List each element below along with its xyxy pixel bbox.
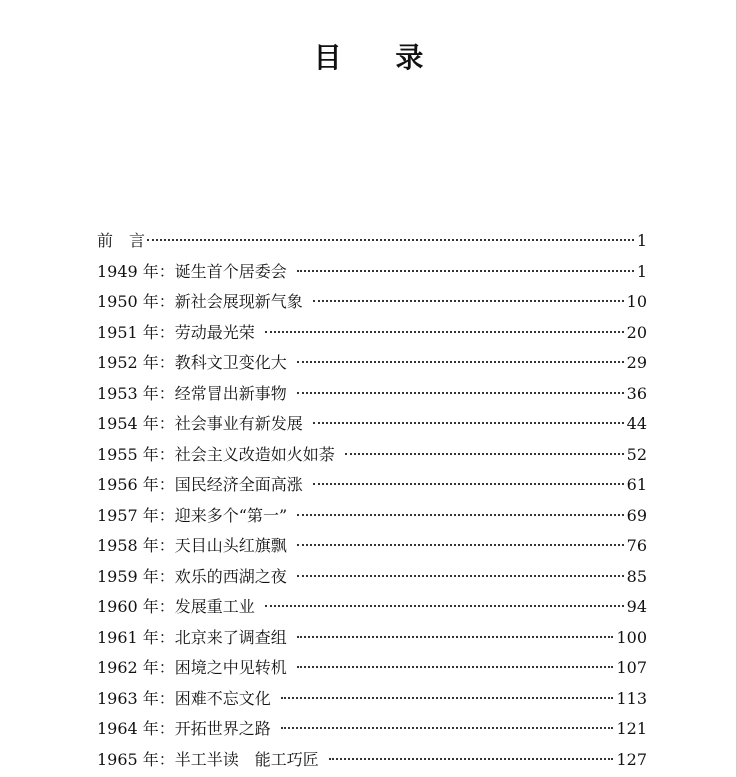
toc-entry[interactable] <box>97 287 647 318</box>
toc-entry-label: 1961 年：北京来了调查组 <box>97 627 287 647</box>
dot-leader <box>297 514 623 516</box>
toc-entry-label: 1962 年：困境之中见转机 <box>97 658 287 677</box>
toc-entry-page: 1 <box>636 231 647 250</box>
toc-entry-page: 29 <box>626 353 647 372</box>
toc-entry[interactable] <box>97 745 647 776</box>
dot-leader <box>313 483 624 485</box>
toc-entry-label: 1958 年：天目山头红旗飘 <box>97 536 287 555</box>
toc-entry-page: 52 <box>626 444 647 464</box>
dot-leader <box>297 544 624 546</box>
toc-entry-page: 94 <box>626 597 647 616</box>
toc-entry-label: 1956 年：国民经济全面高涨 <box>97 475 303 494</box>
toc-entry-page: 69 <box>626 505 647 525</box>
toc-entry-label: 1963 年：困难不忘文化 <box>97 688 271 708</box>
toc-entry-label: 1965 年：半工半读 能工巧匠 <box>97 749 319 769</box>
toc-entry-page: 100 <box>616 627 647 647</box>
toc-entry-label: 1959 年：欢乐的西湖之夜 <box>97 566 287 586</box>
toc-entry[interactable] <box>97 653 647 684</box>
toc-entry-page: 36 <box>626 383 647 403</box>
toc-entry-page: 61 <box>626 475 647 494</box>
toc-entry-page: 44 <box>626 414 647 433</box>
dot-leader <box>313 300 624 302</box>
toc-entry-label: 1960 年：发展重工业 <box>97 597 255 616</box>
toc-entry-label: 1954 年：社会事业有新发展 <box>97 414 303 433</box>
toc-entry[interactable] <box>97 440 647 471</box>
dot-leader <box>297 636 614 638</box>
toc-entry-label: 1952 年：教科文卫变化大 <box>97 353 287 372</box>
toc-entry[interactable] <box>97 592 647 623</box>
dot-leader <box>297 575 624 577</box>
toc-entry[interactable] <box>97 409 647 440</box>
toc-entry-page: 107 <box>616 658 647 677</box>
toc-entry-label: 1964 年：开拓世界之路 <box>97 719 271 738</box>
toc-entry[interactable] <box>97 470 647 501</box>
dot-leader <box>329 758 614 760</box>
toc-entry-label: 1953 年：经常冒出新事物 <box>97 383 287 403</box>
toc-entry-page: 85 <box>626 566 647 586</box>
toc-entry[interactable] <box>97 562 647 593</box>
dot-leader <box>297 666 614 668</box>
toc-entry[interactable] <box>97 379 647 410</box>
toc-entry-label: 1949 年：诞生首个居委会 <box>97 261 287 281</box>
dot-leader <box>297 270 634 272</box>
toc-entry[interactable] <box>97 318 647 349</box>
toc-entry[interactable] <box>97 226 647 257</box>
dot-leader <box>297 361 624 363</box>
toc-entry-label: 前言 <box>97 231 162 250</box>
dot-leader <box>345 453 624 455</box>
toc-entry-label: 1951 年：劳动最光荣 <box>97 322 255 342</box>
toc-entry[interactable] <box>97 501 647 532</box>
toc-entry[interactable] <box>97 348 647 379</box>
toc-entry-label: 1955 年：社会主义改造如火如荼 <box>97 444 335 464</box>
toc-entry-page: 1 <box>636 261 647 281</box>
toc-entry[interactable] <box>97 257 647 288</box>
toc-entry-label: 1957 年：迎来多个“第一” <box>97 505 288 525</box>
toc-entry-label: 1950 年：新社会展现新气象 <box>97 292 303 311</box>
dot-leader <box>297 392 624 394</box>
toc-entry[interactable] <box>97 714 647 745</box>
dot-leader <box>265 605 624 607</box>
toc-entry-page: 20 <box>626 322 647 342</box>
dot-leader <box>281 697 614 699</box>
toc-entry-page: 76 <box>626 536 647 555</box>
toc-entry-page: 121 <box>616 719 647 738</box>
toc-title: 目 录 <box>313 41 446 74</box>
toc-entry[interactable] <box>97 623 647 654</box>
toc-list <box>97 226 647 775</box>
toc-entry[interactable] <box>97 531 647 562</box>
dot-leader <box>265 331 624 333</box>
dot-leader <box>281 727 614 729</box>
toc-entry-page: 113 <box>616 688 647 708</box>
dot-leader <box>147 239 634 241</box>
dot-leader <box>313 422 624 424</box>
toc-entry-page: 127 <box>616 749 647 769</box>
toc-entry[interactable] <box>97 684 647 715</box>
toc-entry-page: 10 <box>626 292 647 311</box>
